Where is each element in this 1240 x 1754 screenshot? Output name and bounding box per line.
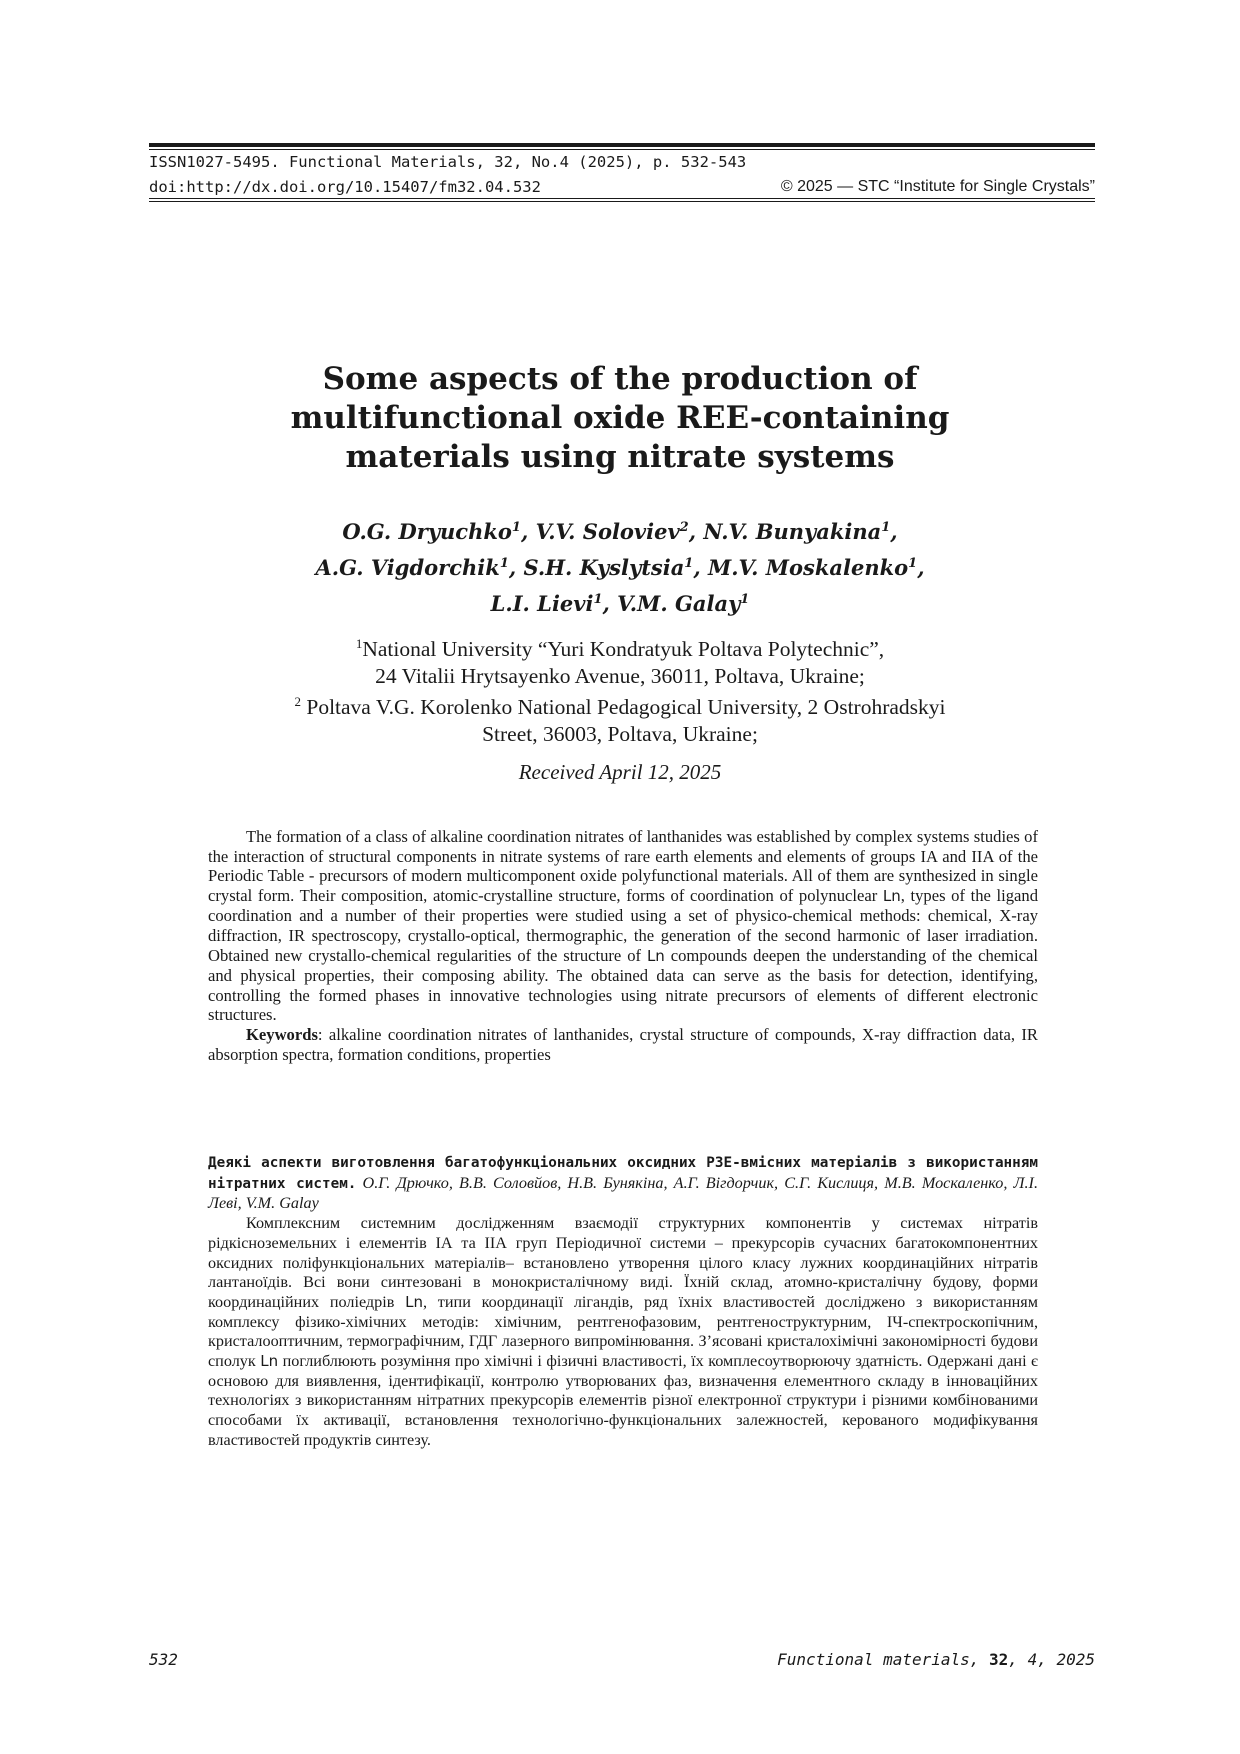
author: S.H. Kyslytsia	[523, 555, 685, 580]
author: V.M. Galay	[617, 591, 741, 616]
ln-symbol: Ln	[405, 1292, 424, 1311]
footer-journal-name: Functional materials,	[777, 1650, 990, 1669]
author-affiliation-mark: 1	[511, 520, 521, 535]
author-affiliation-mark: 1	[499, 556, 509, 571]
header-doi-row	[149, 177, 1095, 197]
ua-authors: О.Г. Дрючко, В.В. Соловйов, Н.В. Бунякіна, А.Г. Вігдорчик, С.Г. Кислиця, М.В. Москаленко, Л.І. Леві, V.M. Galay	[208, 1173, 1038, 1213]
keywords-label: Keywords	[246, 1024, 318, 1044]
ua-abstract-text: Комплексним системним дослідженням взаємодії структурних компонентів у системах нітратів рідкісноземельних і елементів ІА та ІІА груп Періодичної системи – прекурсорів сучасних багатокомпонентних оксидних поліфункціональних матеріалів– встановлено утворення цілого класу лужних координаційних нітратів лантаноїдів. Всі вони синтезовані в монокристалічному виді. Їхній склад, атомно-кристалічну будову, форми координаційних поліедрів	[208, 1214, 1038, 1311]
title-line-3: materials using nitrate systems	[345, 439, 895, 475]
author-affiliation-mark: 1	[684, 556, 694, 571]
author-affiliation-mark: 1	[881, 520, 891, 535]
abstract-english	[208, 827, 1038, 1064]
ua-abstract-text: , типи координації лігандів, ряд їхніх властивостей досліджено з використанням комплексу фізико-хімічних методів: хімічним, рентгенофазовим, рентгеноструктурним, ІЧ-спектроскопічним, кристалооптичним, термографічним, ГДГ лазерного випромінювання. З’ясовані кристалохімічні закономірності будови сполук	[208, 1292, 1038, 1371]
keywords-paragraph	[170, 1025, 1038, 1064]
doi-link[interactable]: doi:http://dx.doi.org/10.15407/fm32.04.532	[149, 178, 541, 196]
author: M.V. Moskalenko	[707, 555, 909, 580]
abstract-ukrainian	[208, 1153, 1038, 1451]
title-line-1: Some aspects of the production of	[322, 361, 918, 397]
affiliation-1-line-2: 24 Vitalii Hrytsayenko Avenue, 36011, Poltava, Ukraine;	[375, 663, 865, 688]
header-top-rule	[149, 143, 1095, 150]
affiliation-mark: 2	[294, 694, 301, 710]
ln-symbol: Ln	[646, 946, 665, 965]
ua-abstract-text: поглиблюють розуміння про хімічні і фізичні властивості, їх комплесоутворюючу здатність. Одержані дані є основою для виявлення, ідентифікації, контролю утворюваних фаз, визначення елементного складу в інноваційних технологіях з використанням нітратних прекурсорів елементів різної електронної структури і різними комбінованими способами їх активації, встановлення технологічно-функціональних залежностей, керованого модифікування властивостей продуктів синтезу.	[208, 1352, 1039, 1449]
ln-symbol: Ln	[882, 886, 901, 905]
abstract-text: compounds deepen the understanding of the chemical and physical properties, their composing ability. The obtained data can serve as the basis for detection, identifying, controlling the formed phases in innovative technologies using nitrate precursors of elements of different electronic structures.	[208, 945, 1038, 1025]
author-affiliation-mark: 1	[593, 592, 603, 607]
copyright-text: © 2025 — STC “Institute for Single Crystals”	[780, 178, 1095, 195]
affiliations	[200, 631, 1040, 747]
author: O.G. Dryuchko	[342, 519, 512, 544]
ua-title: Деякі аспекти виготовлення багатофункціональних оксидних РЗЕ-вмісних матеріалів з використанням нітратних систем.	[208, 1155, 1038, 1192]
author: N.V. Bunyakina	[703, 519, 882, 544]
affiliation-1-line-1: National University “Yuri Kondratyuk Poltava Polytechnic”,	[362, 637, 885, 662]
abstract-text: , types of the ligand coordination and a number of their properties were studied using a set of physico-chemical methods: chemical, X-ray diffraction, IR spectroscopy, crystallo-optical, thermographic, the generation of the second harmonic of laser irradiation. Obtained new crystallo-chemical regularities of the structure of	[208, 885, 1038, 965]
title-line-2: multifunctional oxide REE-containing	[290, 400, 950, 436]
author-affiliation-mark: 1	[908, 556, 918, 571]
ln-symbol: Ln	[260, 1352, 279, 1371]
author-affiliation-mark: 2	[679, 520, 689, 535]
author-affiliation-mark: 1	[740, 592, 750, 607]
footer-journal	[777, 1650, 1095, 1669]
abstract-paragraph	[208, 827, 1038, 1025]
author: L.I. Lievi	[490, 591, 594, 616]
received-date: Received April 12, 2025	[518, 760, 722, 784]
affiliation-mark: 1	[355, 636, 363, 651]
author: V.V. Soloviev	[535, 519, 680, 544]
page-number: 532	[149, 1650, 178, 1669]
journal-issn-line: ISSN1027-5495. Functional Materials, 32, No.4 (2025), p. 532-543	[149, 153, 747, 171]
ua-heading	[208, 1153, 1038, 1214]
abstract-text: The formation of a class of alkaline coordination nitrates of lanthanides was established by complex systems studies of the interaction of structural components in nitrate systems of rare earth elements and elements of groups IA and IIA of the Periodic Table - precursors of modern multicomponent oxide polyfunctional materials. All of them are synthesized in single crystal form. Their composition, atomic-crystalline structure, forms of coordination of polynuclear	[208, 827, 1038, 905]
affiliation-2-line-1: Poltava V.G. Korolenko National Pedagogical University, 2 Ostrohradskyi	[300, 695, 946, 720]
author: A.G. Vigdorchik	[315, 555, 500, 580]
affiliation-2-line-2: Street, 36003, Poltava, Ukraine;	[482, 721, 758, 746]
ua-abstract-paragraph	[208, 1214, 1038, 1450]
author-list: O.G. Dryuchko$^1$, V.V. Soloviev$^2$, N.V. Bunyakina$^1$, A.G. Vigdorchik$^1$, S.H. Kyslytsia$^1$, M.V. Moskalenko$^1$, L.I. Lievi$^1$, V.M. Galay$^1$	[315, 519, 925, 616]
footer-volume: 32	[989, 1650, 1009, 1669]
paper-title	[200, 360, 1040, 477]
header-bottom-rule	[149, 198, 1095, 202]
keywords-text: : alkaline coordination nitrates of lanthanides, crystal structure of compounds, X-ray diffraction data, IR absorption spectra, formation conditions, properties	[208, 1024, 1038, 1064]
footer-issue-year: , 4, 2025	[1008, 1650, 1095, 1669]
